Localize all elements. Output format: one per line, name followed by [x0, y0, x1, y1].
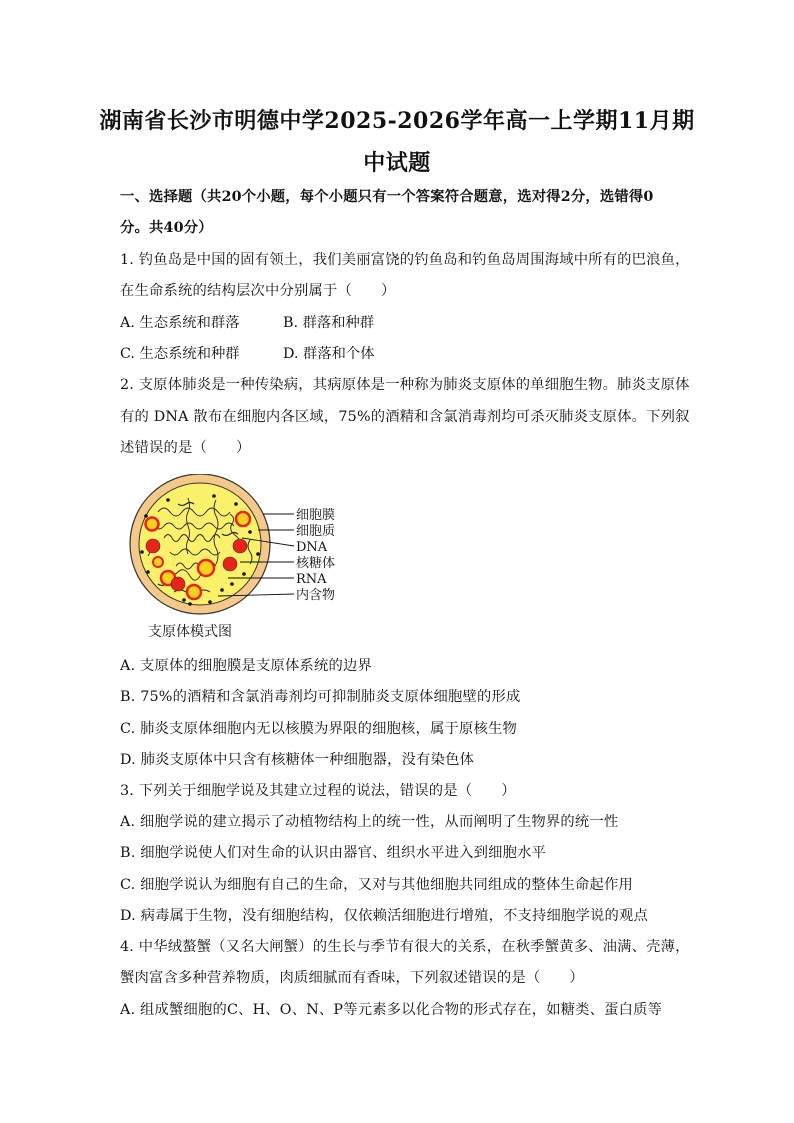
question-3-stem: 3. 下列关于细胞学说及其建立过程的说法，错误的是（ ） [120, 783, 516, 799]
label-cytoplasm: 细胞质 [296, 524, 336, 539]
question-1-option-b: B. 群落和种群 [283, 315, 375, 331]
label-rna: RNA [296, 572, 327, 587]
label-ribosome: 核糖体 [296, 556, 336, 571]
label-cell-membrane: 细胞膜 [296, 508, 336, 523]
question-2-option-b: B. 75%的酒精和含氯消毒剂均可抑制肺炎支原体细胞壁的形成 [120, 689, 521, 705]
section-heading-line1: 一、选择题（共20个小题，每个小题只有一个答案符合题意，选对得2分，选错得0 [120, 189, 654, 205]
question-2-stem-line3: 述错误的是（ ） [120, 440, 251, 456]
section-heading-line2: 分。共40分） [120, 220, 213, 236]
question-3-option-b: B. 细胞学说使人们对生命的认识由器官、组织水平进入到细胞水平 [120, 845, 547, 861]
exam-title-line1: 湖南省长沙市明德中学2025-2026学年高一上学期11月期 [99, 108, 695, 134]
question-3-option-a: A. 细胞学说的建立揭示了动植物结构上的统一性，从而阐明了生物界的统一性 [120, 814, 619, 830]
question-3-option-d: D. 病毒属于生物，没有细胞结构，仅依赖活细胞进行增殖，不支持细胞学说的观点 [120, 908, 649, 924]
question-1-stem-line2: 在生命系统的结构层次中分别属于（ ） [120, 283, 396, 299]
question-3-option-c: C. 细胞学说认为细胞有自己的生命，又对与其他细胞共同组成的整体生命起作用 [120, 877, 634, 893]
question-1-stem-line1: 1. 钓鱼岛是中国的固有领土，我们美丽富饶的钓鱼岛和钓鱼岛周围海域中所有的巴浪鱼， [120, 252, 690, 268]
label-inclusion: 内含物 [296, 588, 336, 603]
question-1-option-a: A. 生态系统和群落 [120, 315, 240, 331]
question-2-stem-line2: 有的 DNA 散布在细胞内各区域，75%的酒精和含氯消毒剂均可杀灭肺炎支原体。下列叙 [120, 409, 690, 425]
question-4-stem-line1: 4. 中华绒螯蟹（又名大闸蟹）的生长与季节有很大的关系，在秋季蟹黄多、油满、壳薄， [120, 939, 690, 955]
label-dna: DNA [296, 540, 328, 555]
question-4-option-a: A. 组成蟹细胞的C、H、O、N、P等元素多以化合物的形式存在，如糖类、蛋白质等 [120, 1002, 663, 1018]
question-2-stem-line1: 2. 支原体肺炎是一种传染病，其病原体是一种称为肺炎支原体的单细胞生物。肺炎支原体 [120, 377, 690, 393]
question-4-stem-line2: 蟹肉富含多种营养物质，肉质细腻而有香味，下列叙述错误的是（ ） [120, 970, 584, 986]
question-1-option-d: D. 群落和个体 [283, 346, 375, 362]
exam-title-line2: 中试题 [363, 150, 431, 176]
figure-caption: 支原体模式图 [148, 624, 232, 640]
question-1-option-c: C. 生态系统和种群 [120, 346, 240, 362]
mycoplasma-diagram [118, 474, 358, 644]
question-2-option-d: D. 肺炎支原体中只含有核糖体一种细胞器，没有染色体 [120, 752, 475, 768]
mycoplasma-diagram-svg [118, 474, 358, 644]
question-2-option-a: A. 支原体的细胞膜是支原体系统的边界 [120, 658, 372, 674]
question-2-option-c: C. 肺炎支原体细胞内无以核膜为界限的细胞核，属于原核生物 [120, 721, 518, 737]
